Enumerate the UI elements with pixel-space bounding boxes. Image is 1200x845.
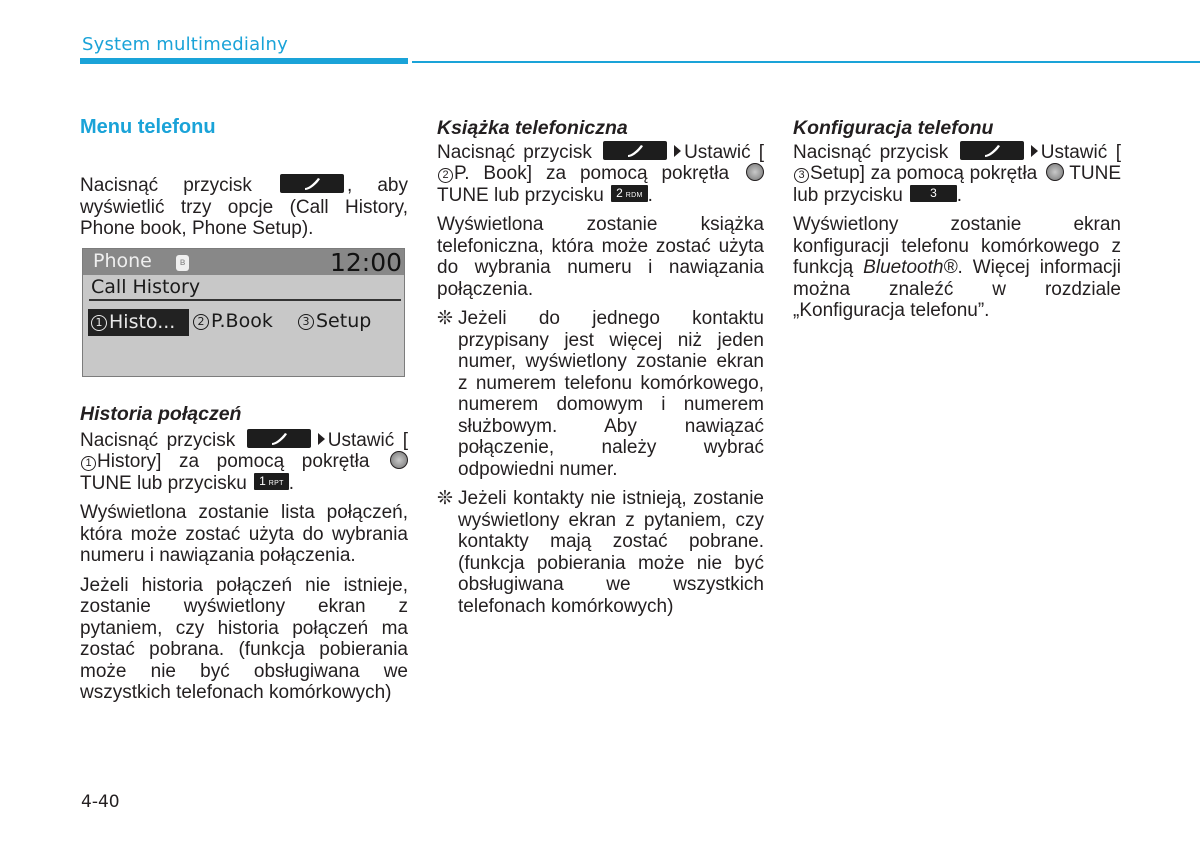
header-rule-thick — [80, 58, 408, 64]
setup-description: Wyświetlony zostanie ekran konfiguracji telefonu komórkowego z funkcją Bluetooth®. Więcej informacji można znaleźć w rozdziale „Konfiguracja telefonu”. — [793, 214, 1121, 321]
subsection-title: Historia połączeń — [80, 403, 242, 425]
arrow-right-icon — [318, 433, 325, 445]
phone-button-icon — [603, 141, 667, 160]
number-2-icon: 2 — [438, 168, 453, 183]
phone-button-icon — [960, 141, 1024, 160]
number-1-icon: 1 — [81, 456, 96, 471]
history-instruction: Nacisnąć przycisk Ustawić [1 History] za pomocą pokrętła TUNE lub przycisku 1 RPT . — [80, 429, 409, 494]
subsection-title: Książka telefoniczna — [437, 117, 628, 139]
intro-text-before: Nacisnąć przycisk — [80, 175, 252, 196]
phonebook-description: Wyświetlona zostanie książka telefoniczna, która może zostać użyta do wybrania numeru i nawiązania połączenia. — [437, 214, 764, 300]
history-section — [80, 404, 408, 704]
bluetooth-brand: Bluetooth® — [863, 257, 958, 278]
phone-button-icon — [247, 429, 311, 448]
header-rule-thin — [412, 61, 1200, 63]
note-item: ❊ Jeżeli kontakty nie istnieją, zostanie wyświetlony ekran z pytaniem, czy kontakty mają zostać pobrane. (funkcja pobierania może nie być obsługiwana we wszystkich telefonach komórkowych) — [437, 488, 764, 617]
screen-clock: 12:00 — [329, 248, 402, 277]
intro-text-after: , aby wyświetlić trzy opcje (Call History, Phone book, Phone Setup). — [80, 175, 408, 239]
setup-section — [793, 118, 1121, 322]
key-3-icon: 3 — [910, 185, 957, 202]
screen-divider — [89, 299, 401, 301]
screen-option-pbook: 2 P.Book — [193, 310, 273, 332]
note-asterisk-icon: ❊ — [437, 308, 453, 329]
note-asterisk-icon: ❊ — [437, 488, 453, 509]
rdm-key-icon: 2 RDM — [611, 185, 648, 202]
phone-button-icon — [280, 174, 344, 193]
arrow-right-icon — [674, 145, 681, 157]
tune-knob-icon — [746, 163, 764, 181]
rpt-key-icon: 1 RPT — [254, 473, 289, 490]
intro-paragraph — [80, 175, 408, 240]
header-title: System multimedialny — [82, 34, 288, 55]
column-menu-telefonu — [80, 117, 408, 139]
arrow-right-icon — [1031, 145, 1038, 157]
subsection-title: Konfiguracja telefonu — [793, 117, 994, 139]
screen-subtitle: Call History — [91, 276, 201, 298]
history-note: Jeżeli historia połączeń nie istnieje, zostanie wyświetlony ekran z pytaniem, czy historia połączeń ma zostać pobrana. (funkcja pobierania może nie być obsługiwana we wszystkich telefonach komórkowych) — [80, 574, 408, 703]
screen-title: Phone — [93, 250, 152, 272]
bluetooth-icon: ʙ — [176, 255, 189, 271]
phonebook-instruction: Nacisnąć przycisk Ustawić [2 P. Book] za pomocą pokrętła TUNE lub przycisku 2 RDM . — [437, 141, 765, 206]
tune-knob-icon — [1046, 163, 1064, 181]
setup-instruction: Nacisnąć przycisk Ustawić [3 Setup] za pomocą pokrętła TUNE lub przycisku 3 . — [793, 141, 1122, 206]
tune-knob-icon — [390, 451, 408, 469]
section-title: Menu telefonu — [80, 116, 216, 138]
screen-option-setup: 3 Setup — [298, 310, 371, 332]
phonebook-notes — [437, 308, 764, 617]
phonebook-section — [437, 118, 764, 617]
number-3-icon: 3 — [794, 168, 809, 183]
phone-display-screen — [82, 248, 405, 377]
page-number: 4-40 — [81, 792, 120, 812]
note-item: ❊ Jeżeli do jednego kontaktu przypisany jest więcej niż jeden numer, wyświetlony zostanie ekran z numerem telefonu komórkowego, numerem domowym i numerem służbowym. Aby nawiązać połączenie, należy wybrać odpowiedni numer. — [437, 308, 764, 480]
screen-option-history: 1 Histo... — [88, 309, 189, 336]
history-description: Wyświetlona zostanie lista połączeń, która może zostać użyta do wybrania numeru i nawiązania połączenia. — [80, 502, 408, 566]
